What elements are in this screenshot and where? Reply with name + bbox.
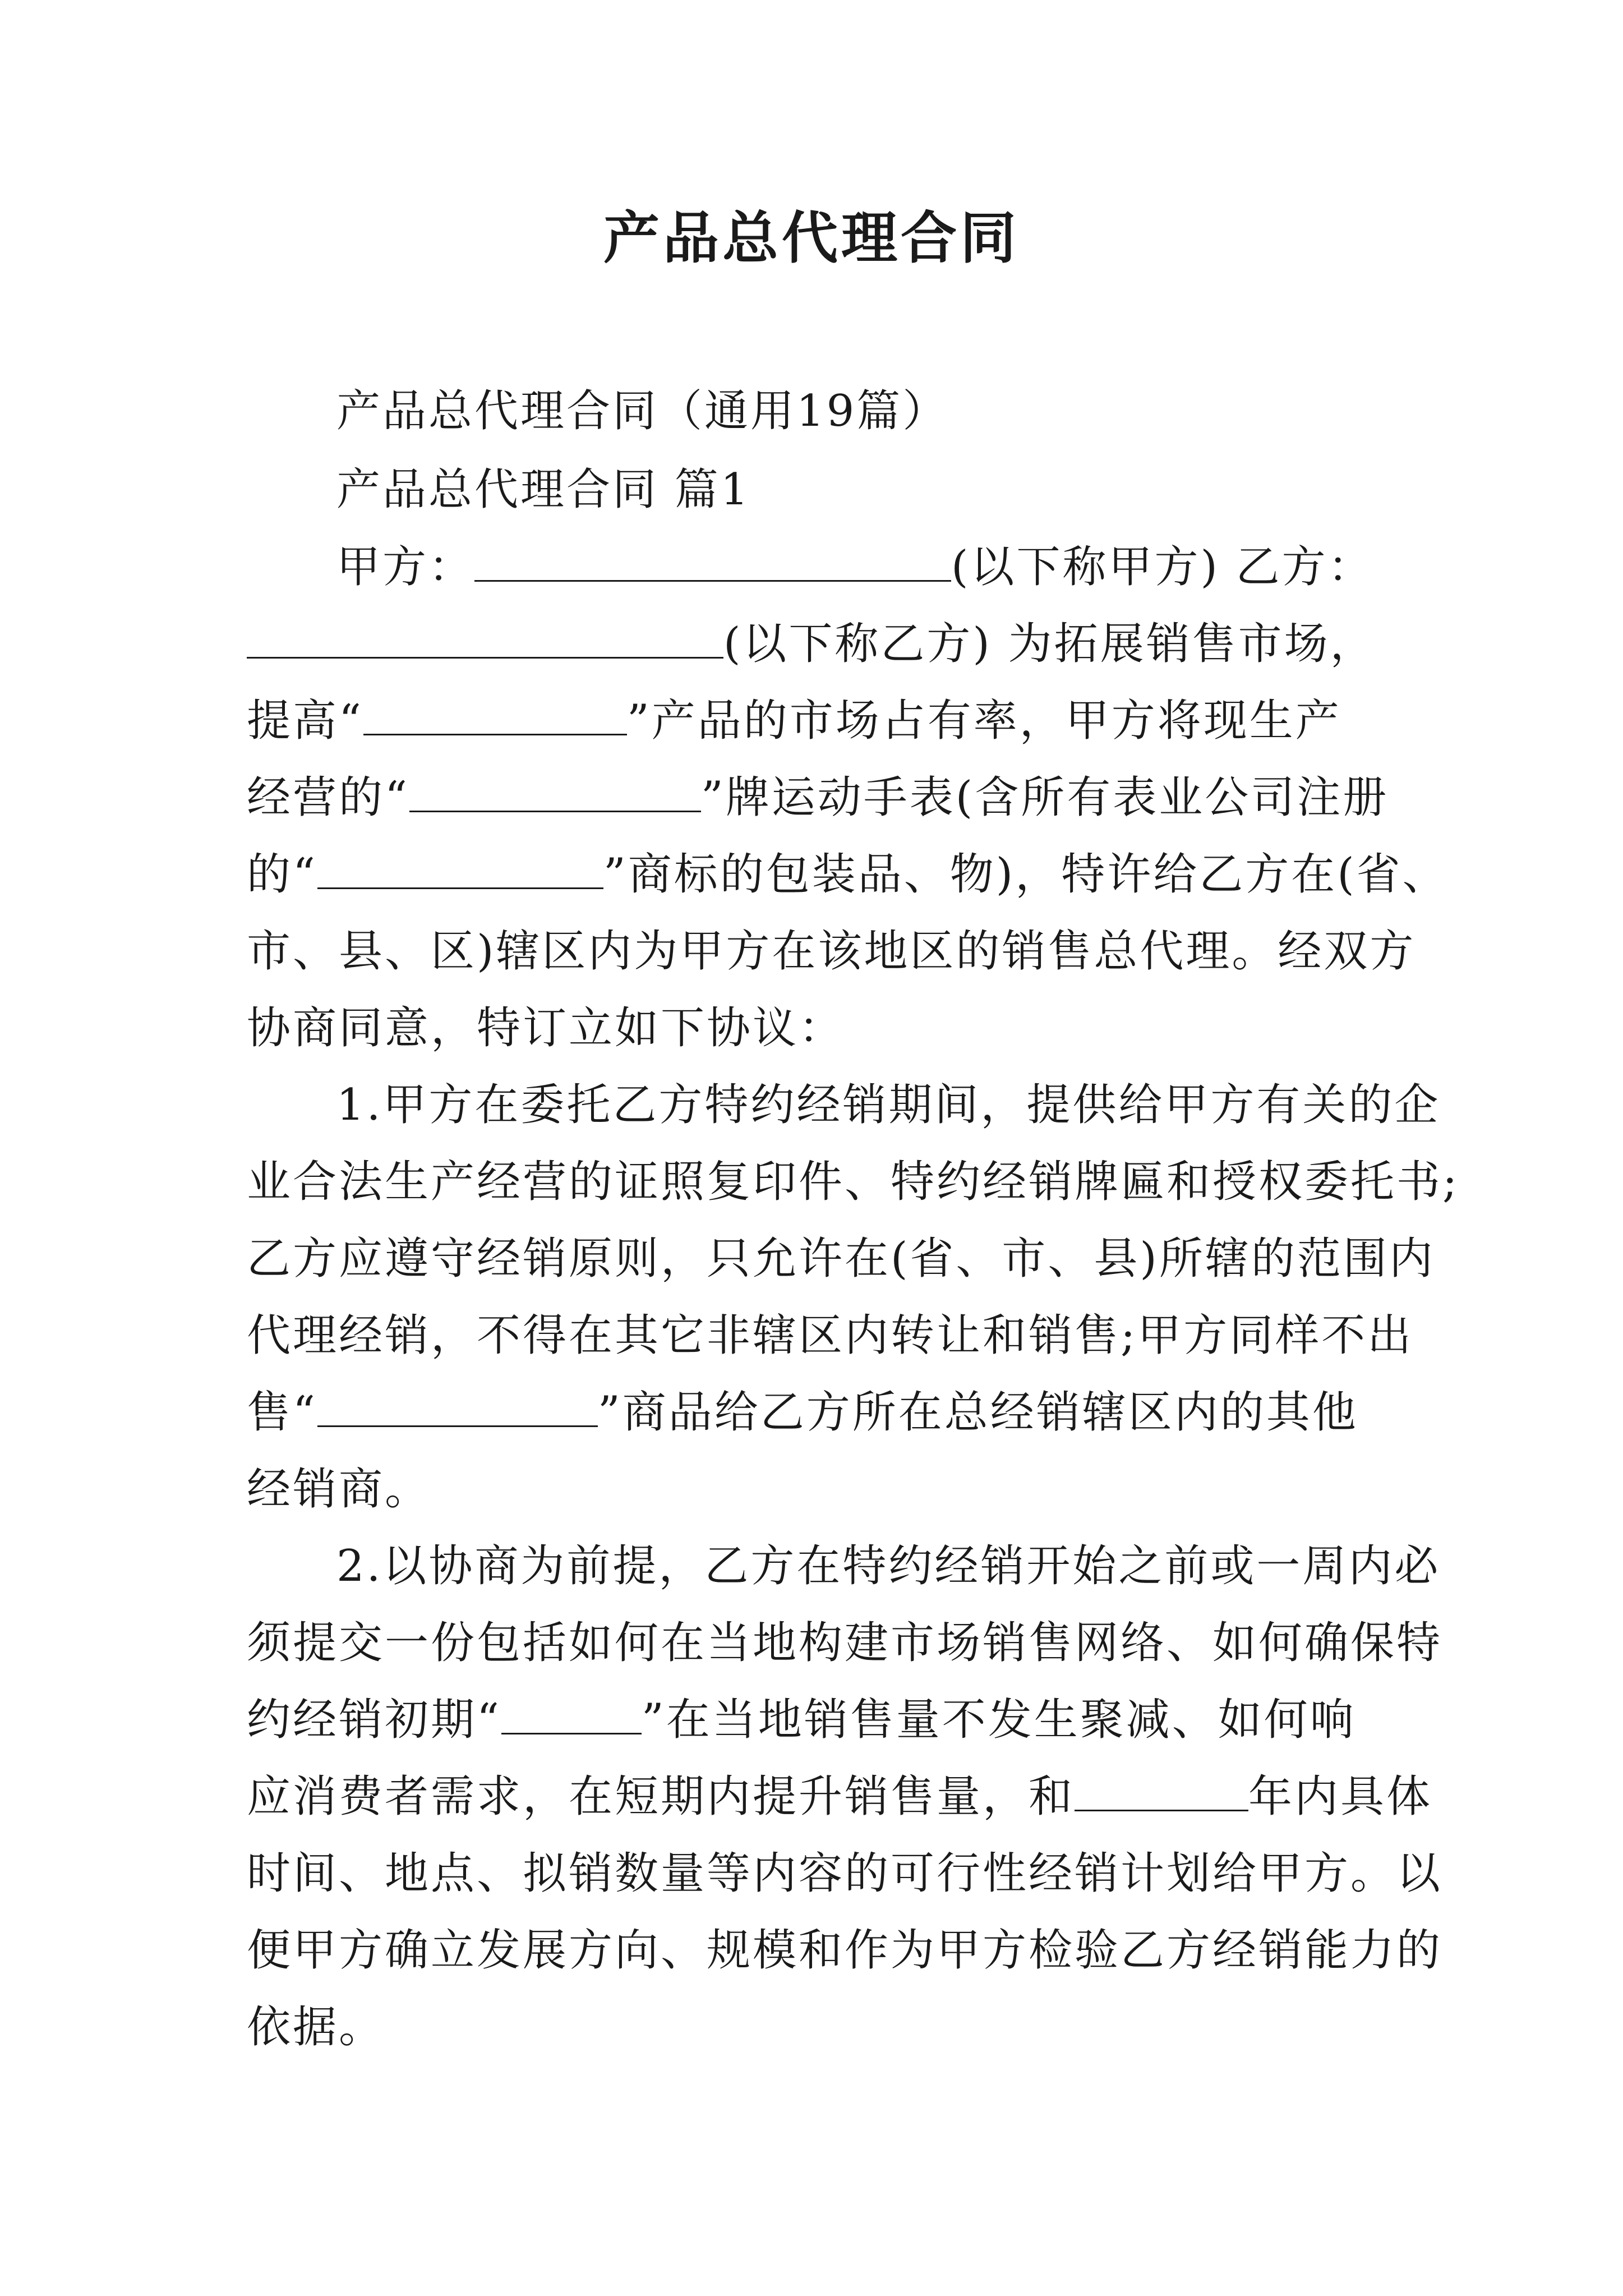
text-segment: ”商品给乙方所在总经销辖区内的其他 — [597, 1387, 1358, 1438]
clause-2-line-7: 依据。 — [247, 2002, 385, 2053]
text-segment: 约经销初期“ — [247, 1695, 501, 1745]
clause-2-line-1: 2.以协商为前提，乙方在特约经销开始之前或一周内必 — [336, 1541, 1441, 1591]
party-b-suffix: (以下称乙方) 为拓展销售市场， — [723, 619, 1376, 669]
party-a-label: 甲方： — [336, 542, 475, 592]
product-name-blank — [363, 694, 627, 735]
brand-name-blank — [409, 771, 701, 812]
document-title: 产品总代理合同 — [603, 205, 1020, 271]
clause-1-line-2: 业合法生产经营的证照复印件、特约经销牌匾和授权委托书; — [247, 1157, 1460, 1207]
party-a-suffix: (以下称甲方) 乙方： — [951, 542, 1374, 592]
party-a-blank — [474, 541, 951, 582]
clause-1-line-6: 经销商。 — [247, 1464, 431, 1515]
text-segment: ”牌运动手表(含所有表业公司注册 — [700, 772, 1389, 823]
parties-line-6: 市、县、区)辖区内为甲方在该地区的销售总代理。经双方 — [247, 926, 1416, 977]
text-segment: 应消费者需求，在短期内提升销售量，和 — [247, 1772, 1075, 1822]
trademark-blank — [317, 848, 603, 889]
clause-1-line-4: 代理经销，不得在其它非辖区内转让和销售;甲方同样不出 — [247, 1310, 1414, 1361]
initial-period-blank — [501, 1694, 642, 1734]
parties-line-7: 协商同意，特订立如下协议： — [247, 1003, 845, 1053]
clause-2-line-6: 便甲方确立发展方向、规模和作为甲方检验乙方经销能力的 — [247, 1925, 1443, 1976]
text-segment: 经营的“ — [247, 772, 409, 823]
document-subtitle: 产品总代理合同（通用19篇） — [336, 386, 949, 436]
years-blank — [1075, 1770, 1248, 1811]
parties-line-3 — [247, 690, 1341, 752]
parties-line-2 — [247, 613, 1376, 675]
text-segment: ”在当地销售量不发生聚减、如何响 — [641, 1695, 1356, 1745]
clause-2-line-4 — [247, 1766, 1432, 1828]
clause-2-line-3 — [247, 1689, 1356, 1751]
clause-1-line-1: 1.甲方在委托乙方特约经销期间，提供给甲方有关的企 — [336, 1080, 1441, 1130]
text-segment: 售“ — [247, 1387, 317, 1438]
parties-line-1 — [336, 536, 1374, 598]
text-segment: ”产品的市场占有率，甲方将现生产 — [626, 696, 1341, 746]
section-heading: 产品总代理合同 篇1 — [336, 464, 751, 515]
clause-1-line-5 — [247, 1382, 1358, 1443]
clause-2-line-5: 时间、地点、拟销数量等内容的可行性经销计划给甲方。以 — [247, 1848, 1443, 1899]
goods-name-blank — [317, 1386, 598, 1427]
clause-1-line-3: 乙方应遵守经销原则，只允许在(省、市、县)所辖的范围内 — [247, 1234, 1435, 1284]
parties-line-4 — [247, 767, 1389, 829]
party-b-blank — [247, 618, 723, 659]
text-segment: 的“ — [247, 849, 317, 900]
clause-2-line-2: 须提交一份包括如何在当地构建市场销售网络、如何确保特 — [247, 1618, 1443, 1668]
parties-line-5 — [247, 844, 1449, 905]
text-segment: 提高“ — [247, 696, 363, 746]
text-segment: ”商标的包装品、物)，特许给乙方在(省、 — [603, 849, 1449, 900]
text-segment: 年内具体 — [1248, 1772, 1433, 1822]
